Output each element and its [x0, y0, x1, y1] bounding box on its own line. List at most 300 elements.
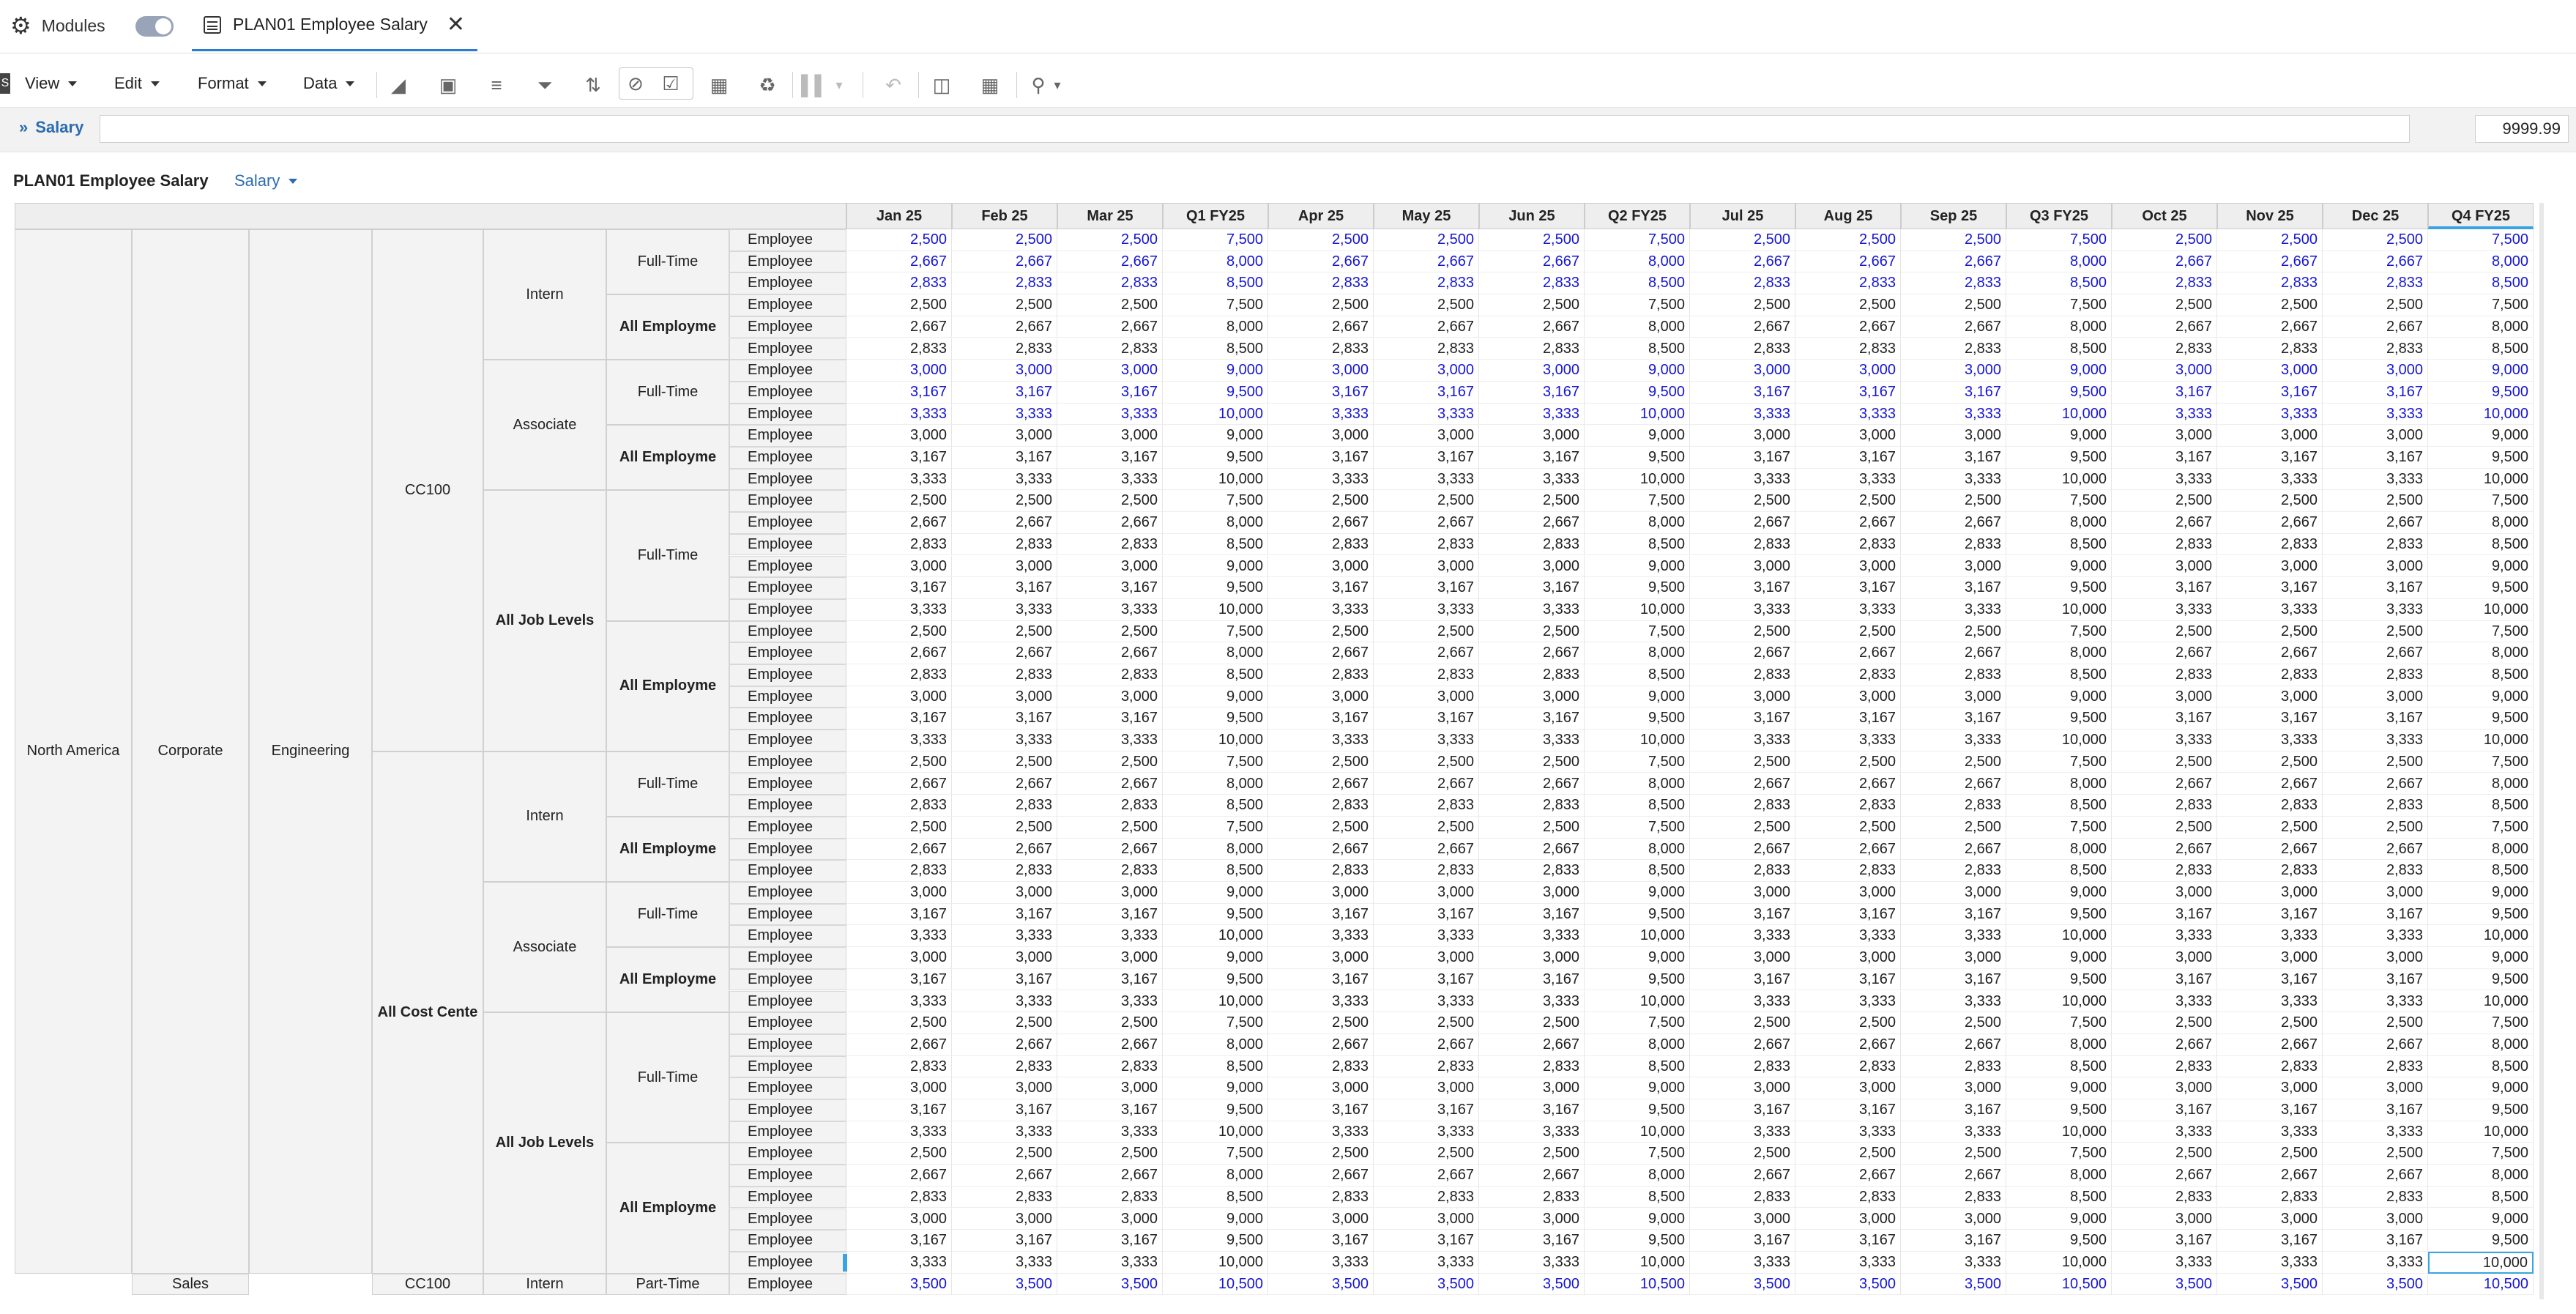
data-cell[interactable]: 2,667	[1795, 512, 1901, 534]
data-cell[interactable]: 3,333	[952, 730, 1057, 751]
data-cell[interactable]: 3,500	[952, 1274, 1057, 1296]
data-cell[interactable]: 3,000	[2112, 360, 2217, 382]
data-cell[interactable]: 7,500	[1163, 1143, 1268, 1165]
data-cell[interactable]: 9,500	[1163, 1099, 1268, 1121]
data-cell[interactable]: 7,500	[1163, 751, 1268, 773]
data-cell[interactable]: 3,333	[846, 404, 952, 426]
data-cell[interactable]: 9,500	[2006, 969, 2112, 991]
data-cell[interactable]: 2,667	[1057, 839, 1163, 861]
data-cell[interactable]: 7,500	[2428, 621, 2534, 643]
suppress-missing-icon[interactable]: ⊘	[628, 73, 644, 94]
data-cell[interactable]: 2,667	[1057, 642, 1163, 664]
data-cell[interactable]: 9,000	[1585, 425, 1690, 447]
data-cell[interactable]: 3,000	[846, 556, 952, 578]
data-cell[interactable]: 3,000	[1690, 686, 1795, 708]
data-cell[interactable]: 7,500	[2006, 1012, 2112, 1034]
data-cell[interactable]: 3,000	[1057, 1077, 1163, 1099]
data-cell[interactable]: 3,333	[2323, 1121, 2428, 1143]
data-cell[interactable]: 2,833	[1901, 534, 2006, 556]
data-cell[interactable]: 10,000	[2428, 991, 2534, 1013]
data-cell[interactable]: 2,667	[2217, 512, 2323, 534]
data-cell[interactable]: 3,333	[1479, 599, 1585, 621]
data-cell[interactable]: 3,000	[1268, 425, 1374, 447]
column-header[interactable]: Sep 25	[1901, 203, 2006, 229]
row-header-employee[interactable]: Employee	[729, 1230, 846, 1252]
row-header-member[interactable]	[372, 751, 483, 1274]
data-cell[interactable]: 2,500	[1795, 294, 1901, 316]
data-cell[interactable]: 3,333	[2112, 599, 2217, 621]
data-cell[interactable]: 7,500	[1585, 817, 1690, 839]
row-header-member[interactable]	[606, 1274, 729, 1296]
data-cell[interactable]: 8,500	[1585, 338, 1690, 360]
data-cell[interactable]: 3,167	[1901, 447, 2006, 469]
data-cell[interactable]: 3,333	[952, 925, 1057, 947]
data-cell[interactable]: 10,000	[2006, 730, 2112, 751]
data-cell[interactable]: 2,833	[952, 1187, 1057, 1209]
data-cell[interactable]: 7,500	[1585, 229, 1690, 251]
data-cell[interactable]: 2,833	[2323, 1187, 2428, 1209]
data-cell[interactable]: 3,167	[1901, 904, 2006, 926]
data-cell[interactable]: 3,333	[2323, 404, 2428, 426]
data-cell[interactable]: 7,500	[2428, 1143, 2534, 1165]
row-header-member[interactable]	[483, 751, 606, 882]
data-cell[interactable]: 8,000	[2428, 773, 2534, 795]
row-header-member[interactable]	[606, 621, 729, 751]
data-cell[interactable]: 3,167	[1268, 447, 1374, 469]
data-cell[interactable]: 9,000	[2428, 686, 2534, 708]
data-cell[interactable]: 2,500	[1374, 229, 1479, 251]
data-cell[interactable]: 2,500	[1901, 817, 2006, 839]
data-cell[interactable]: 3,333	[1690, 469, 1795, 491]
row-header-employee[interactable]: Employee	[729, 708, 846, 730]
data-cell[interactable]: 9,000	[1585, 882, 1690, 904]
data-cell[interactable]: 2,833	[2112, 664, 2217, 686]
data-cell[interactable]: 2,833	[1901, 1187, 2006, 1209]
data-cell[interactable]: 2,667	[1057, 1165, 1163, 1187]
data-cell[interactable]: 2,667	[952, 316, 1057, 338]
data-cell[interactable]: 2,833	[1057, 664, 1163, 686]
data-cell[interactable]: 3,167	[1690, 1099, 1795, 1121]
data-cell[interactable]: 3,333	[1057, 469, 1163, 491]
data-cell[interactable]: 3,167	[1901, 577, 2006, 599]
data-cell[interactable]: 2,500	[1901, 490, 2006, 512]
data-cell[interactable]: 2,500	[1374, 817, 1479, 839]
data-cell[interactable]: 2,833	[1057, 338, 1163, 360]
data-cell[interactable]: 9,000	[1585, 1209, 1690, 1231]
data-cell[interactable]: 3,167	[1690, 1230, 1795, 1252]
data-cell[interactable]: 3,000	[1374, 1077, 1479, 1099]
data-cell[interactable]: 2,667	[2323, 1034, 2428, 1056]
data-cell[interactable]: 8,000	[2428, 1034, 2534, 1056]
row-header-employee[interactable]: Employee	[729, 925, 846, 947]
data-cell[interactable]: 2,833	[1690, 1056, 1795, 1078]
data-cell[interactable]: 3,000	[2112, 1077, 2217, 1099]
data-cell[interactable]: 2,833	[2217, 795, 2323, 817]
data-cell[interactable]: 2,833	[1268, 1056, 1374, 1078]
data-cell[interactable]: 3,333	[846, 599, 952, 621]
data-cell[interactable]: 2,667	[1268, 512, 1374, 534]
row-header-employee[interactable]: Employee	[729, 1209, 846, 1231]
data-cell[interactable]: 10,000	[1585, 991, 1690, 1013]
row-header-employee[interactable]: Employee	[729, 272, 846, 294]
row-header-member[interactable]	[606, 490, 729, 620]
row-header-employee[interactable]: Employee	[729, 839, 846, 861]
data-cell[interactable]: 3,167	[2217, 1099, 2323, 1121]
data-cell[interactable]: 3,167	[2217, 1230, 2323, 1252]
row-header-employee[interactable]: Employee	[729, 882, 846, 904]
data-cell[interactable]: 3,333	[2323, 599, 2428, 621]
data-cell[interactable]: 2,667	[2323, 839, 2428, 861]
data-cell[interactable]: 2,833	[1690, 860, 1795, 882]
data-cell[interactable]: 2,500	[1479, 1143, 1585, 1165]
tab-plan01-employee-salary[interactable]	[192, 0, 477, 51]
data-cell[interactable]: 3,000	[2112, 556, 2217, 578]
data-cell[interactable]: 2,667	[846, 1165, 952, 1187]
data-cell[interactable]: 9,500	[2428, 447, 2534, 469]
data-cell[interactable]: 3,333	[1901, 1121, 2006, 1143]
data-cell[interactable]: 3,333	[2323, 1252, 2428, 1274]
data-cell[interactable]: 2,833	[1795, 1187, 1901, 1209]
data-cell[interactable]: 10,000	[1163, 1121, 1268, 1143]
data-cell[interactable]: 2,833	[1374, 1056, 1479, 1078]
data-cell[interactable]: 10,000	[2006, 404, 2112, 426]
column-header[interactable]: Jun 25	[1479, 203, 1585, 229]
data-cell[interactable]: 8,500	[1163, 534, 1268, 556]
data-cell[interactable]: 8,500	[2006, 1187, 2112, 1209]
data-cell[interactable]: 3,000	[1057, 360, 1163, 382]
data-cell[interactable]: 3,333	[1268, 469, 1374, 491]
data-cell[interactable]: 3,167	[2112, 1099, 2217, 1121]
data-cell[interactable]: 10,000	[2428, 925, 2534, 947]
data-cell[interactable]: 9,500	[2428, 1099, 2534, 1121]
data-cell[interactable]: 2,667	[1374, 839, 1479, 861]
data-cell[interactable]: 9,000	[2428, 947, 2534, 969]
data-cell[interactable]: 10,500	[2006, 1274, 2112, 1296]
row-header-employee[interactable]: Employee	[729, 1274, 846, 1296]
data-cell[interactable]: 2,833	[1268, 795, 1374, 817]
data-cell[interactable]: 8,000	[2428, 642, 2534, 664]
data-cell[interactable]: 3,167	[2323, 708, 2428, 730]
data-cell[interactable]: 2,667	[1901, 773, 2006, 795]
data-cell[interactable]: 9,500	[1585, 1099, 1690, 1121]
data-cell[interactable]: 3,000	[1479, 360, 1585, 382]
data-cell[interactable]: 2,500	[1374, 490, 1479, 512]
data-cell[interactable]: 3,167	[2112, 447, 2217, 469]
data-cell[interactable]: 2,833	[1374, 534, 1479, 556]
data-cell[interactable]: 2,833	[2112, 860, 2217, 882]
view-menu[interactable]	[25, 72, 77, 95]
data-cell[interactable]: 2,667	[2112, 1034, 2217, 1056]
row-header-member[interactable]	[483, 229, 606, 360]
data-cell[interactable]: 2,833	[2112, 1187, 2217, 1209]
data-cell[interactable]: 3,167	[1057, 708, 1163, 730]
row-header-member[interactable]	[372, 1274, 483, 1296]
data-cell[interactable]: 2,500	[1479, 490, 1585, 512]
data-cell[interactable]: 3,333	[2112, 730, 2217, 751]
chart-icon[interactable]: ▌▌	[801, 74, 828, 96]
row-header-employee[interactable]: Employee	[729, 338, 846, 360]
data-cell[interactable]: 2,833	[846, 272, 952, 294]
data-cell[interactable]: 3,000	[1795, 947, 1901, 969]
data-cell[interactable]: 2,667	[1690, 316, 1795, 338]
data-cell[interactable]: 2,667	[1374, 773, 1479, 795]
data-cell[interactable]: 10,000	[2006, 1121, 2112, 1143]
data-cell[interactable]: 3,167	[1479, 1099, 1585, 1121]
row-header-member[interactable]	[606, 360, 729, 425]
data-cell[interactable]: 3,000	[846, 1209, 952, 1231]
data-cell[interactable]: 2,833	[1057, 795, 1163, 817]
data-cell[interactable]: 2,667	[846, 512, 952, 534]
data-cell[interactable]: 3,000	[1901, 360, 2006, 382]
data-cell[interactable]: 9,000	[2006, 556, 2112, 578]
data-cell[interactable]: 3,500	[1690, 1274, 1795, 1296]
row-header-employee[interactable]: Employee	[729, 447, 846, 469]
data-cell[interactable]: 2,500	[2217, 817, 2323, 839]
data-cell[interactable]: 3,167	[1057, 447, 1163, 469]
data-cell[interactable]: 3,000	[2323, 360, 2428, 382]
data-cell[interactable]: 3,333	[1795, 404, 1901, 426]
data-cell[interactable]: 9,500	[1163, 382, 1268, 404]
data-cell[interactable]: 2,500	[1690, 621, 1795, 643]
data-cell[interactable]: 2,667	[2217, 642, 2323, 664]
data-cell[interactable]: 2,833	[1690, 338, 1795, 360]
data-cell[interactable]: 3,333	[1057, 599, 1163, 621]
data-cell[interactable]: 2,833	[2217, 860, 2323, 882]
data-cell[interactable]: 2,667	[1374, 642, 1479, 664]
data-cell[interactable]: 2,500	[1268, 817, 1374, 839]
data-cell[interactable]: 3,000	[1690, 1077, 1795, 1099]
data-cell[interactable]: 2,833	[1479, 272, 1585, 294]
data-cell[interactable]: 2,833	[952, 795, 1057, 817]
data-cell[interactable]: 3,167	[952, 577, 1057, 599]
data-cell[interactable]: 7,500	[2006, 229, 2112, 251]
data-cell[interactable]: 3,167	[1479, 577, 1585, 599]
data-cell[interactable]: 2,500	[1690, 229, 1795, 251]
data-cell[interactable]: 2,500	[2112, 751, 2217, 773]
data-cell[interactable]: 3,333	[2112, 925, 2217, 947]
data-cell[interactable]: 2,833	[1690, 272, 1795, 294]
data-cell[interactable]: 7,500	[2006, 294, 2112, 316]
data-cell[interactable]: 2,833	[2112, 534, 2217, 556]
data-cell[interactable]: 2,667	[1795, 839, 1901, 861]
data-cell[interactable]: 3,167	[1690, 447, 1795, 469]
data-cell[interactable]: 3,333	[1057, 404, 1163, 426]
data-cell[interactable]: 9,500	[2006, 904, 2112, 926]
data-cell[interactable]: 2,500	[2217, 294, 2323, 316]
data-cell[interactable]: 8,500	[1163, 1187, 1268, 1209]
data-cell[interactable]: 3,333	[1690, 1121, 1795, 1143]
data-cell[interactable]: 2,500	[846, 229, 952, 251]
data-cell[interactable]: 3,167	[1901, 708, 2006, 730]
data-cell[interactable]: 3,333	[1057, 991, 1163, 1013]
data-cell[interactable]: 2,500	[1795, 490, 1901, 512]
data-cell[interactable]: 2,667	[1901, 839, 2006, 861]
data-cell[interactable]: 8,000	[2006, 316, 2112, 338]
data-cell[interactable]: 2,667	[952, 251, 1057, 273]
data-cell[interactable]: 2,667	[1795, 1165, 1901, 1187]
data-cell[interactable]: 3,333	[1901, 730, 2006, 751]
data-cell[interactable]: 3,167	[2323, 1099, 2428, 1121]
data-cell[interactable]: 10,000	[1163, 404, 1268, 426]
data-cell[interactable]: 3,000	[2323, 947, 2428, 969]
row-header-employee[interactable]: Employee	[729, 577, 846, 599]
row-header-employee[interactable]: Employee	[729, 751, 846, 773]
data-cell[interactable]: 2,833	[1268, 338, 1374, 360]
data-cell[interactable]: 9,000	[2428, 556, 2534, 578]
data-cell[interactable]: 3,167	[1479, 382, 1585, 404]
data-cell[interactable]: 2,667	[1479, 642, 1585, 664]
column-header[interactable]: Q2 FY25	[1585, 203, 1690, 229]
chevron-down-icon[interactable]: ▾	[835, 78, 843, 92]
data-cell[interactable]: 2,667	[1690, 642, 1795, 664]
data-cell[interactable]: 2,667	[1795, 773, 1901, 795]
row-header-employee[interactable]: Employee	[729, 1012, 846, 1034]
data-cell[interactable]: 2,833	[1374, 1187, 1479, 1209]
data-cell[interactable]: 2,833	[952, 338, 1057, 360]
data-cell[interactable]: 8,500	[2006, 795, 2112, 817]
data-cell[interactable]: 2,833	[1374, 860, 1479, 882]
column-layout-icon[interactable]: ◫	[932, 74, 951, 96]
data-cell[interactable]: 10,500	[2428, 1274, 2534, 1296]
data-cell[interactable]: 3,000	[1057, 1209, 1163, 1231]
data-cell[interactable]: 2,667	[1690, 512, 1795, 534]
data-cell[interactable]: 10,000	[1163, 599, 1268, 621]
row-header-member[interactable]	[606, 294, 729, 360]
column-header[interactable]: Apr 25	[1268, 203, 1374, 229]
format-menu[interactable]	[198, 72, 267, 95]
row-header-employee[interactable]: Employee	[729, 991, 846, 1013]
data-cell[interactable]: 2,667	[1795, 251, 1901, 273]
data-cell[interactable]: 3,333	[1479, 404, 1585, 426]
data-cell[interactable]: 3,167	[1479, 1230, 1585, 1252]
data-cell[interactable]: 2,500	[1690, 294, 1795, 316]
data-cell[interactable]: 3,333	[1795, 1121, 1901, 1143]
data-cell[interactable]: 2,833	[1795, 795, 1901, 817]
data-cell[interactable]: 3,167	[1374, 577, 1479, 599]
data-cell[interactable]: 2,833	[952, 860, 1057, 882]
data-cell[interactable]: 2,500	[952, 751, 1057, 773]
data-cell[interactable]: 3,167	[846, 447, 952, 469]
data-cell[interactable]: 3,333	[2217, 1121, 2323, 1143]
data-cell[interactable]: 10,000	[2006, 599, 2112, 621]
data-cell[interactable]: 9,000	[2428, 425, 2534, 447]
data-cell[interactable]: 9,500	[1585, 708, 1690, 730]
data-cell[interactable]: 2,667	[2112, 316, 2217, 338]
row-header-member[interactable]	[372, 229, 483, 751]
data-cell[interactable]: 3,000	[952, 1209, 1057, 1231]
data-cell[interactable]: 3,333	[952, 599, 1057, 621]
data-cell[interactable]: 3,000	[846, 360, 952, 382]
data-cell[interactable]: 3,333	[1479, 991, 1585, 1013]
data-cell[interactable]: 2,500	[1268, 751, 1374, 773]
data-cell[interactable]: 3,000	[2323, 882, 2428, 904]
row-header-member[interactable]	[606, 1143, 729, 1273]
adhoc-analysis-icon[interactable]: ⇅	[585, 74, 601, 96]
data-cell[interactable]: 2,500	[1901, 621, 2006, 643]
data-cell[interactable]: 9,000	[1163, 425, 1268, 447]
data-cell[interactable]: 3,000	[846, 425, 952, 447]
data-cell[interactable]: 2,500	[1901, 294, 2006, 316]
data-cell[interactable]: 3,000	[2112, 686, 2217, 708]
data-cell[interactable]: 2,667	[1795, 316, 1901, 338]
data-cell[interactable]: 2,500	[1901, 751, 2006, 773]
data-cell[interactable]: 2,667	[1795, 642, 1901, 664]
data-cell[interactable]: 2,667	[1374, 1034, 1479, 1056]
data-cell[interactable]: 3,167	[1479, 969, 1585, 991]
data-cell[interactable]: 3,167	[952, 904, 1057, 926]
data-cell[interactable]: 2,500	[1479, 621, 1585, 643]
data-cell[interactable]: 3,167	[1268, 382, 1374, 404]
data-cell[interactable]: 3,167	[1479, 447, 1585, 469]
data-cell[interactable]: 8,500	[2006, 272, 2112, 294]
data-cell[interactable]: 2,667	[846, 316, 952, 338]
data-cell[interactable]: 2,500	[1479, 1012, 1585, 1034]
row-header-employee[interactable]: Employee	[729, 730, 846, 751]
data-cell[interactable]: 3,000	[952, 556, 1057, 578]
data-cell[interactable]: 8,000	[2428, 316, 2534, 338]
data-cell[interactable]: 2,833	[1901, 338, 2006, 360]
data-cell[interactable]: 7,500	[2006, 490, 2112, 512]
data-cell[interactable]: 7,500	[1163, 294, 1268, 316]
data-cell[interactable]: 3,333	[2112, 469, 2217, 491]
data-cell[interactable]: 2,833	[952, 664, 1057, 686]
data-cell[interactable]: 3,333	[1268, 1121, 1374, 1143]
data-cell[interactable]: 9,500	[1163, 1230, 1268, 1252]
data-cell[interactable]: 2,500	[2323, 751, 2428, 773]
data-cell[interactable]: 8,000	[2006, 839, 2112, 861]
data-cell[interactable]: 3,167	[1374, 969, 1479, 991]
data-cell[interactable]: 7,500	[1163, 1012, 1268, 1034]
data-cell[interactable]: 3,333	[846, 1252, 952, 1274]
data-cell[interactable]: 3,333	[1690, 1252, 1795, 1274]
data-cell[interactable]: 3,333	[952, 1252, 1057, 1274]
data-cell[interactable]: 3,167	[846, 969, 952, 991]
data-cell[interactable]: 2,500	[846, 817, 952, 839]
data-cell[interactable]: 3,000	[2217, 1209, 2323, 1231]
data-cell[interactable]: 2,833	[2112, 795, 2217, 817]
data-cell[interactable]: 2,500	[1479, 751, 1585, 773]
data-cell[interactable]: 3,333	[952, 1121, 1057, 1143]
row-header-member[interactable]	[483, 882, 606, 1012]
sort-icon[interactable]: ≡	[491, 74, 502, 96]
row-header-member[interactable]	[483, 490, 606, 751]
data-cell[interactable]: 10,000	[1163, 925, 1268, 947]
data-cell[interactable]: 2,500	[2323, 1143, 2428, 1165]
data-cell[interactable]: 9,500	[1585, 969, 1690, 991]
data-cell[interactable]: 9,500	[2006, 1230, 2112, 1252]
data-cell[interactable]: 10,000	[2428, 404, 2534, 426]
data-cell[interactable]: 2,500	[2323, 294, 2428, 316]
data-cell[interactable]: 9,500	[1163, 577, 1268, 599]
data-cell[interactable]: 7,500	[2428, 751, 2534, 773]
data-cell[interactable]: 3,333	[2217, 599, 2323, 621]
data-cell[interactable]: 3,167	[1479, 708, 1585, 730]
data-cell[interactable]: 3,333	[1795, 599, 1901, 621]
data-cell[interactable]: 3,333	[1901, 991, 2006, 1013]
row-header-employee[interactable]: Employee	[729, 404, 846, 426]
data-cell[interactable]: 9,000	[2006, 947, 2112, 969]
data-cell[interactable]: 2,667	[1901, 512, 2006, 534]
data-cell[interactable]: 3,333	[1795, 1252, 1901, 1274]
data-cell[interactable]: 2,833	[2323, 795, 2428, 817]
data-cell[interactable]: 3,333	[1690, 404, 1795, 426]
data-cell[interactable]: 3,500	[1795, 1274, 1901, 1296]
row-header-employee[interactable]: Employee	[729, 904, 846, 926]
data-cell[interactable]: 3,000	[1479, 1077, 1585, 1099]
data-cell[interactable]: 3,000	[1479, 425, 1585, 447]
data-cell[interactable]: 3,000	[1268, 1077, 1374, 1099]
data-cell[interactable]: 2,833	[2217, 664, 2323, 686]
